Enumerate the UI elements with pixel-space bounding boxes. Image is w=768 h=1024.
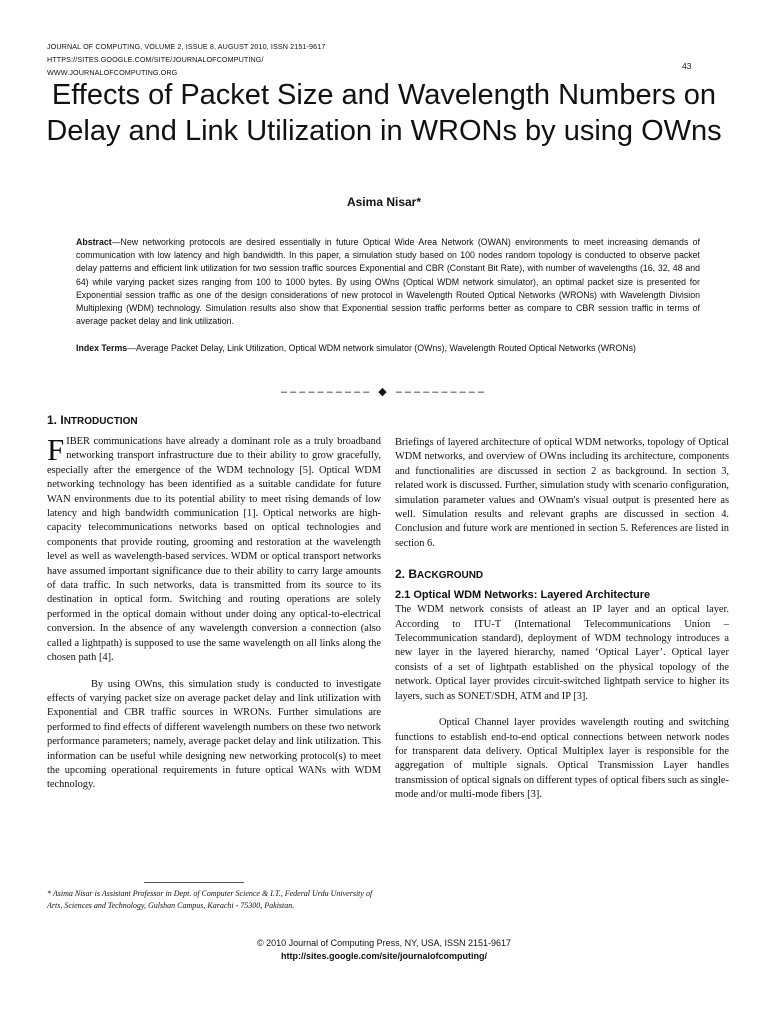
intro-paragraph-1 [47,432,381,666]
index-terms-text: —Average Packet Delay, Link Utilization, Optical WDM network simulator (OWns), Wavelength Routed Optical Networks (WRONs) [127,343,636,353]
left-column [47,413,381,793]
right-column [395,436,729,803]
page-number: 43 [682,61,692,71]
section-2-heading [395,567,729,583]
footnote-rule [144,882,244,883]
index-terms [76,342,700,355]
header-line-2: HTTPS://SITES.GOOGLE.COM/SITE/JOURNALOFCOMPUTING/ [47,55,264,64]
section-separator: –––––––––– ◆ –––––––––– [281,386,487,398]
section-1-number: 1. [47,413,58,427]
intro-paragraph-3: Briefings of layered architecture of optical WDM networks, topology of Optical WDM networks, and overview of OWns including its architecture, components and functionalities are discussed in section 2 as background. In section 3, related work is discussed. Further, simulation study with scenario configuration, simulation parameter values and OWnam's visual output is presented here as well. Simulation results and relevant graphs are discussed in section 4. Conclusion and future work are mentioned in section 5. References are listed in section 6. [395,437,729,549]
author-footnote: * Asima Nisar is Assistant Professor in Dept. of Computer Science & I.T., Federal Urdu University of Arts, Sciences and Technology, Gulshan Campus, Karachi - 75300, Pakistan. [47,889,373,910]
footer-copyright: © 2010 Journal of Computing Press, NY, USA, ISSN 2151-9617 [256,938,512,948]
abstract-text: —New networking protocols are desired essentially in future Optical Wide Area Network (OWAN) environments to meet increasing demands of communication with low latency and high bandwidth. In this paper, a simulation study based on 100 nodes random topology is conducted to observe packet delay patterns and efficient link utilization for two session traffic sources Exponential and CBR (Constant Bit Rate), with number of wavelengths (16, 32, 48 and 64) while varying packet sizes ranging from 100 to 1000 bytes. By using OWns (Optical WDM network simulator), an optimal packet size is presented for Exponential session traffic as one of the design considerations of new protocol in Wavelength Routed Optical Networks (WRONs) with Wavelength Division Multiplexing (WDM) technology. Simulation results also show that Exponential session traffic performs better as compare to CBR session traffic in terms of average packet delay and link utilization. [76,237,700,327]
author-name: Asima Nisar* [346,195,422,209]
abstract [76,236,700,328]
abstract-label: Abstract [76,237,112,247]
intro-paragraph-1-text: IBER communications have already a dominant role as a truly broadband networking transport infrastructure due to their ability to grow gracefully, especially after the emergence of the WDM technology [5]. Optical WDM networking technology has been identified as a suitable candidate for future WAN environments due to its potential ability to meet rising demands of low latency and high bandwidth communication [1]. Optical networks are high-capacity telecommunications networks based on optical technologies and components that provide routing, grooming and restoration at the wavelength level as well as wavelength-based services. WDM or optical transport networks have assumed important significance due to their ability to carry large amounts of data traffic. In such networks, data is transmitted from its source to its destination in optical form. Switching and routing operations are solely performed in the optical domain without under doing any optical-to-electrical conversion. In the absence of any wavelength conversion a connection (also called a lightpath) is supposed to use the same wavelength on all links along the chosen path [4]. [47,436,381,664]
header-line-3: WWW.JOURNALOFCOMPUTING.ORG [47,68,178,77]
background-paragraph-2: Optical Channel layer provides wavelength routing and switching functions to establish end-to-end optical connections between network nodes for transparent data delivery. Optical Multiplex layer is responsible for the aggregation of multiple signals. Optical Transmission Layer handles transmission of optical signals on different types of optical fibers such as single-mode and/or multi-mode fibers [3]. [395,717,729,801]
section-1-title-rest: NTRODUCTION [63,416,138,427]
header-line-1: JOURNAL OF COMPUTING, VOLUME 2, ISSUE 8, AUGUST 2010, ISSN 2151-9617 [47,42,326,51]
section-2-number: 2. [395,567,406,582]
index-terms-label: Index Terms [76,343,128,353]
section-1-title-initial: I [60,413,64,427]
intro-paragraph-2: By using OWns, this simulation study is conducted to investigate effects of varying packet size on average packet delay and link utilization with Exponential and CBR traffic sources in WRONs. Further simulations are performed to find effects of different wavelength numbers on these two network performance parameters; namely, average packet delay and link utilization. This information can be useful while designing new networking protocol(s) to meet the upcoming operational requirements in future optical WANs with WDM technology. [47,678,381,791]
section-2-title-rest: ACKGROUND [417,570,484,582]
section-2-title-initial: B [408,567,418,582]
journal-header [47,40,325,79]
section-1-heading [47,413,381,429]
drop-cap: F [47,432,65,467]
footer-url: http://sites.google.com/site/journalofcomputing/ [280,951,487,961]
page-footer [0,937,768,963]
paper-title: Effects of Packet Size and Wavelength Numbers on Delay and Link Utilization in WRONs by using OWns [46,79,722,147]
background-paragraph-1: The WDM network consists of atleast an IP layer and an optical layer. According to ITU-T (International Telecommunications Union – Telecommunication standard), deployment of WDM technology introduces a new layer in the layered hierarchy, named ‘Optical Layer’. Optical layer consists of a set of lightpath established on the physical topology of the network. Optical layer provides circuit-switched lightpath service to higher its layers, such as SONET/SDH, ATM and IP [3]. [395,604,729,702]
subsection-2-1-heading: 2.1 Optical WDM Networks: Layered Architecture [395,589,651,602]
